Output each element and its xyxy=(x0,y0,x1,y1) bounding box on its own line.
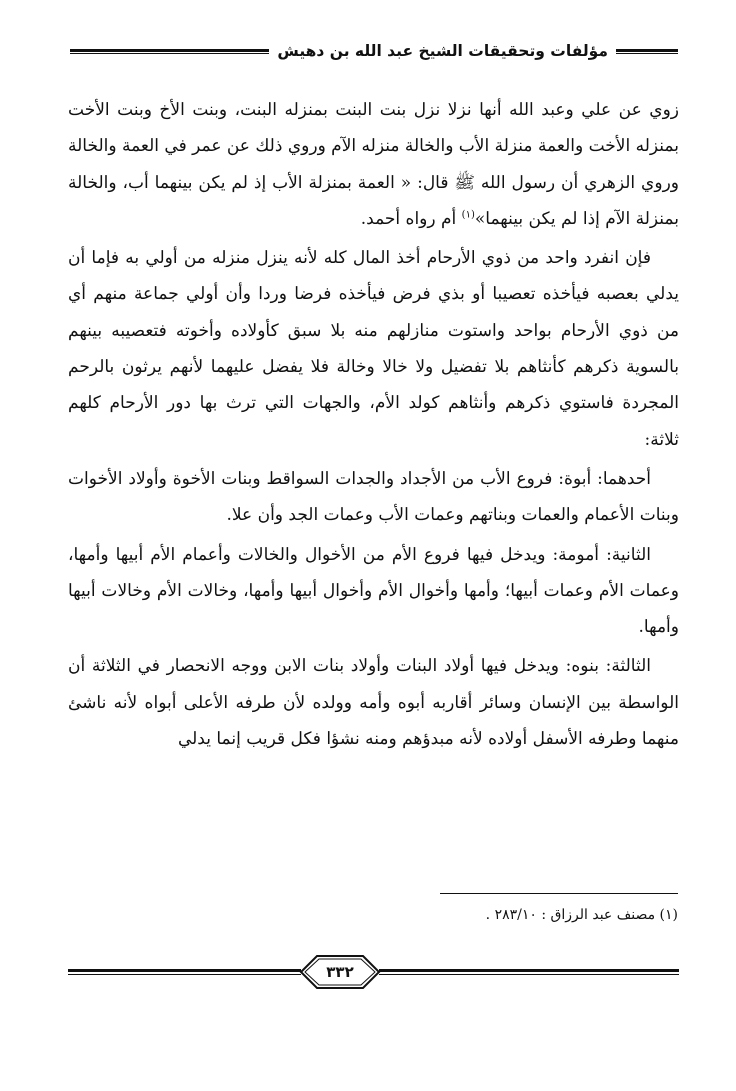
running-header xyxy=(70,36,678,66)
footer-rule-right xyxy=(379,969,679,975)
page-number: ٣٣٢ xyxy=(326,963,354,981)
paragraph-4: الثانية: أمومة: ويدخل فيها فروع الأم من الأخوال والخالات وأعمام الأم أبيها وأمها، وعمات الأم وعمات أبيها؛ وأمها وأخوال الأم وأخوال أبيها وأمها، وخالات الأم وخالات أبيها وأمها. xyxy=(68,544,679,638)
page-number-frame xyxy=(299,955,381,989)
header-rule-right xyxy=(616,49,678,54)
footnote: (١) مصنف عبد الرزاق : ٢٨٣/١٠ . xyxy=(485,907,678,923)
footnote-reference: (١) xyxy=(461,209,475,221)
body-text xyxy=(68,92,679,760)
header-title: مؤلفات وتحقيقات الشيخ عبد الله بن دهيش xyxy=(277,42,608,60)
paragraph-1-text: زوي عن علي وعبد الله أنها نزلا نزل بنت البنت بمنزله البنت، وبنت الأخ وبنت الأخت بمنزله الأخت والعمة منزلة الأب والخالة منزله الآم وروي ذلك عن عمر في العمة والخالة وروي الزهري أن رسول الله ﷺ قال: « العمة بمنزلة الأب إذ لم يكن بينهما أب، والخالة بمنزلة الآم إذا لم يكن بينهما» xyxy=(68,100,679,229)
paragraph-5: الثالثة: بنوه: ويدخل فيها أولاد البنات وأولاد بنات الابن ووجه الانحصار في الثلاثة أن الواسطة بين الإنسان وسائر أقاربه أبوه وأمه وولده لأن طرفه الأعلى أبواه لأنه ناشئ منهما وطرفه الأسفل أولاده لأنه مبدؤهم ومنه نشؤا فكل قريب إنما يدلي xyxy=(68,656,679,750)
paragraph-3: أحدهما: أبوة: فروع الأب من الأجداد والجدات السواقط وبنات الأخوة وأولاد الأخوات وبنات الأعمام والعمات وبناتهم وعمات الأب وعمات الجد وأن علا. xyxy=(68,468,679,526)
header-rule-left xyxy=(70,49,269,54)
paragraph-2: فإن انفرد واحد من ذوي الأرحام أخذ المال كله لأنه ينزل منزله من أولي به فإما أن يدلي بعصبه فيأخذه تعصيبا أو بذي فرض فيأخذه فرضا وردا وأن أولي جماعة منهم أي من ذوي الأرحام بواحد واستوت منازلهم منه بلا سبق كأولاده وأخوته فتعصيبه بينهم بالسوية ذكرهم كأنثاهم بلا تفضيل ولا خالا وخالة فلا يفضل عليهما لأنهم يرثون بالرحم المجردة فاستوي ذكرهم وأنثاهم كولد الأم، والجهات التي ترث بها دور الأرحام كلهم ثلاثة: xyxy=(68,248,679,450)
footnote-separator xyxy=(440,893,678,894)
paragraph-1 xyxy=(68,92,679,237)
paragraph-1-end: أم رواه أحمد. xyxy=(360,208,462,229)
footer-rule-left xyxy=(68,969,301,975)
page-footer xyxy=(68,955,679,989)
